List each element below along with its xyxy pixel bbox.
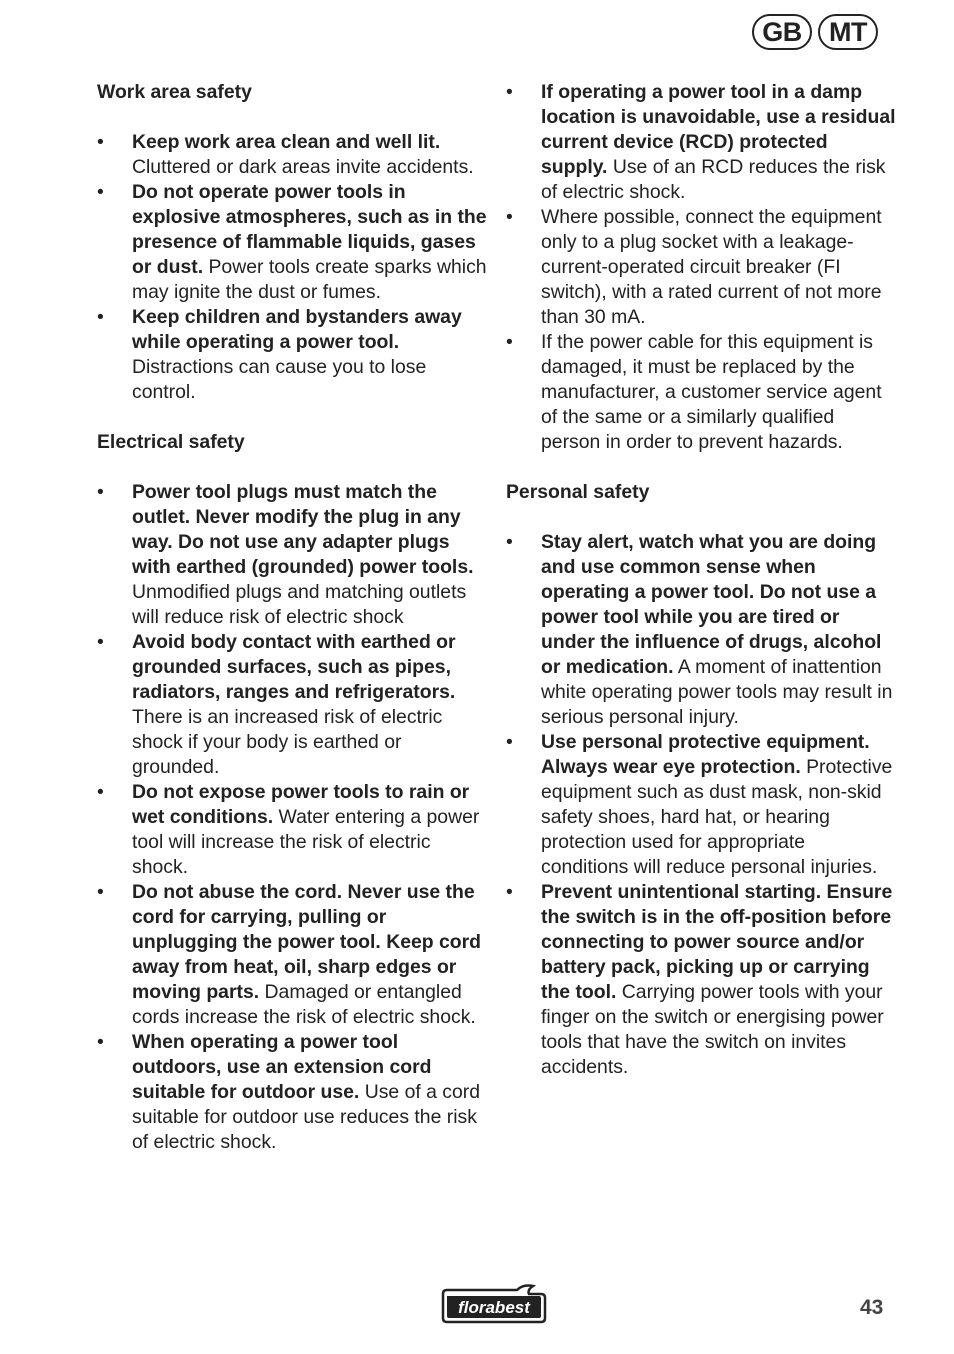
- item-text: Water entering a power tool will increase the risk of electric shock.: [132, 806, 480, 878]
- bullet-icon: •: [506, 331, 513, 353]
- bullet-icon: •: [97, 631, 104, 653]
- list-item: [97, 780, 487, 880]
- item-text: Distractions can cause you to lose control.: [132, 356, 427, 403]
- item-bold-text: Keep children and bystanders away while operating a power tool.: [132, 306, 462, 353]
- bullet-icon: •: [506, 206, 513, 228]
- electrical-safety-list-continued: [506, 80, 896, 455]
- florabest-logo: [437, 1282, 549, 1326]
- list-item: [506, 880, 896, 1080]
- item-bold-text: When operating a power tool outdoors, use an extension cord suitable for outdoor use.: [132, 1031, 432, 1103]
- list-item: [506, 205, 896, 330]
- section-heading-personal-safety: Personal safety: [506, 481, 650, 503]
- item-text: Where possible, connect the equipment only to a plug socket with a leakage-current-operated circuit breaker (FI switch), with a rated current of not more than 30 mA.: [541, 206, 882, 328]
- bullet-icon: •: [97, 1031, 104, 1053]
- personal-safety-list: [506, 530, 896, 1080]
- item-bold-text: If operating a power tool in a damp location is unavoidable, use a residual current device (RCD) protected supply.: [541, 81, 896, 178]
- list-item: [97, 480, 487, 630]
- item-bold-text: Avoid body contact with earthed or grounded surfaces, such as pipes, radiators, ranges and refrigerators.: [132, 631, 456, 703]
- item-bold-text: Prevent unintentional starting. Ensure the switch is in the off-position before connecting to power source and/or battery pack, picking up or carrying the tool.: [541, 881, 893, 1003]
- item-bold-text: Power tool plugs must match the outlet. Never modify the plug in any way. Do not use any adapter plugs with earthed (grounded) power tools.: [132, 481, 474, 578]
- bullet-icon: •: [97, 306, 104, 328]
- list-item: [506, 530, 896, 730]
- list-item: [506, 330, 896, 455]
- work-area-safety-list: [97, 130, 487, 405]
- item-bold-text: Do not expose power tools to rain or wet conditions.: [132, 781, 470, 828]
- item-bold-text: Use personal protective equipment. Always wear eye protection.: [541, 731, 870, 778]
- bullet-icon: •: [97, 181, 104, 203]
- bullet-icon: •: [97, 481, 104, 503]
- logo-text: florabest: [458, 1298, 530, 1317]
- bullet-icon: •: [506, 81, 513, 103]
- item-text: Protective equipment such as dust mask, non-skid safety shoes, hard hat, or hearing protection used for appropriate conditions will reduce personal injuries.: [541, 756, 893, 878]
- bullet-icon: •: [97, 881, 104, 903]
- list-item: [97, 130, 487, 180]
- item-bold-text: Keep work area clean and well lit.: [132, 131, 441, 153]
- item-text: If the power cable for this equipment is damaged, it must be replaced by the manufacturer, a customer service agent of the same or a similarly qualified person in order to prevent hazards.: [541, 331, 882, 453]
- list-item: [97, 880, 487, 1030]
- list-item: [97, 305, 487, 405]
- left-column: [97, 80, 487, 1155]
- item-text: Damaged or entangled cords increase the risk of electric shock.: [132, 981, 476, 1028]
- item-text: Carrying power tools with your finger on the switch or energising power tools that have the switch on invites accidents.: [541, 981, 884, 1078]
- bullet-icon: •: [506, 881, 513, 903]
- bullet-icon: •: [97, 131, 104, 153]
- language-badge-mt: MT: [818, 14, 878, 50]
- bullet-icon: •: [506, 731, 513, 753]
- item-bold-text: Do not operate power tools in explosive atmospheres, such as in the presence of flammable liquids, gases or dust.: [132, 181, 487, 278]
- list-item: [97, 1030, 487, 1155]
- section-heading-electrical-safety: Electrical safety: [97, 431, 245, 453]
- item-text: There is an increased risk of electric shock if your body is earthed or grounded.: [132, 706, 443, 778]
- list-item: [97, 180, 487, 305]
- language-badge-gb: GB: [752, 14, 812, 50]
- list-item: [506, 80, 896, 205]
- item-bold-text: Stay alert, watch what you are doing and use common sense when operating a power tool. Do not use a power tool while you are tired or under the influence of drugs, alcohol or medication.: [541, 531, 882, 678]
- item-text: Use of a cord suitable for outdoor use reduces the risk of electric shock.: [132, 1081, 481, 1153]
- item-text: Power tools create sparks which may ignite the dust or fumes.: [132, 256, 487, 303]
- section-heading-work-area-safety: Work area safety: [97, 81, 252, 103]
- item-text: Use of an RCD reduces the risk of electric shock.: [541, 156, 886, 203]
- item-text: A moment of inattention white operating power tools may result in serious personal injury.: [541, 656, 893, 728]
- language-badges: [752, 14, 878, 50]
- list-item: [97, 630, 487, 780]
- list-item: [506, 730, 896, 880]
- right-column: [506, 80, 896, 1080]
- page-number: 43: [860, 1296, 884, 1319]
- item-text: Unmodified plugs and matching outlets will reduce risk of electric shock: [132, 581, 467, 628]
- item-bold-text: Do not abuse the cord. Never use the cord for carrying, pulling or unplugging the power tool. Keep cord away from heat, oil, sharp edges or moving parts.: [132, 881, 482, 1003]
- bullet-icon: •: [97, 781, 104, 803]
- bullet-icon: •: [506, 531, 513, 553]
- electrical-safety-list: [97, 480, 487, 1155]
- item-text: Cluttered or dark areas invite accidents.: [132, 156, 474, 178]
